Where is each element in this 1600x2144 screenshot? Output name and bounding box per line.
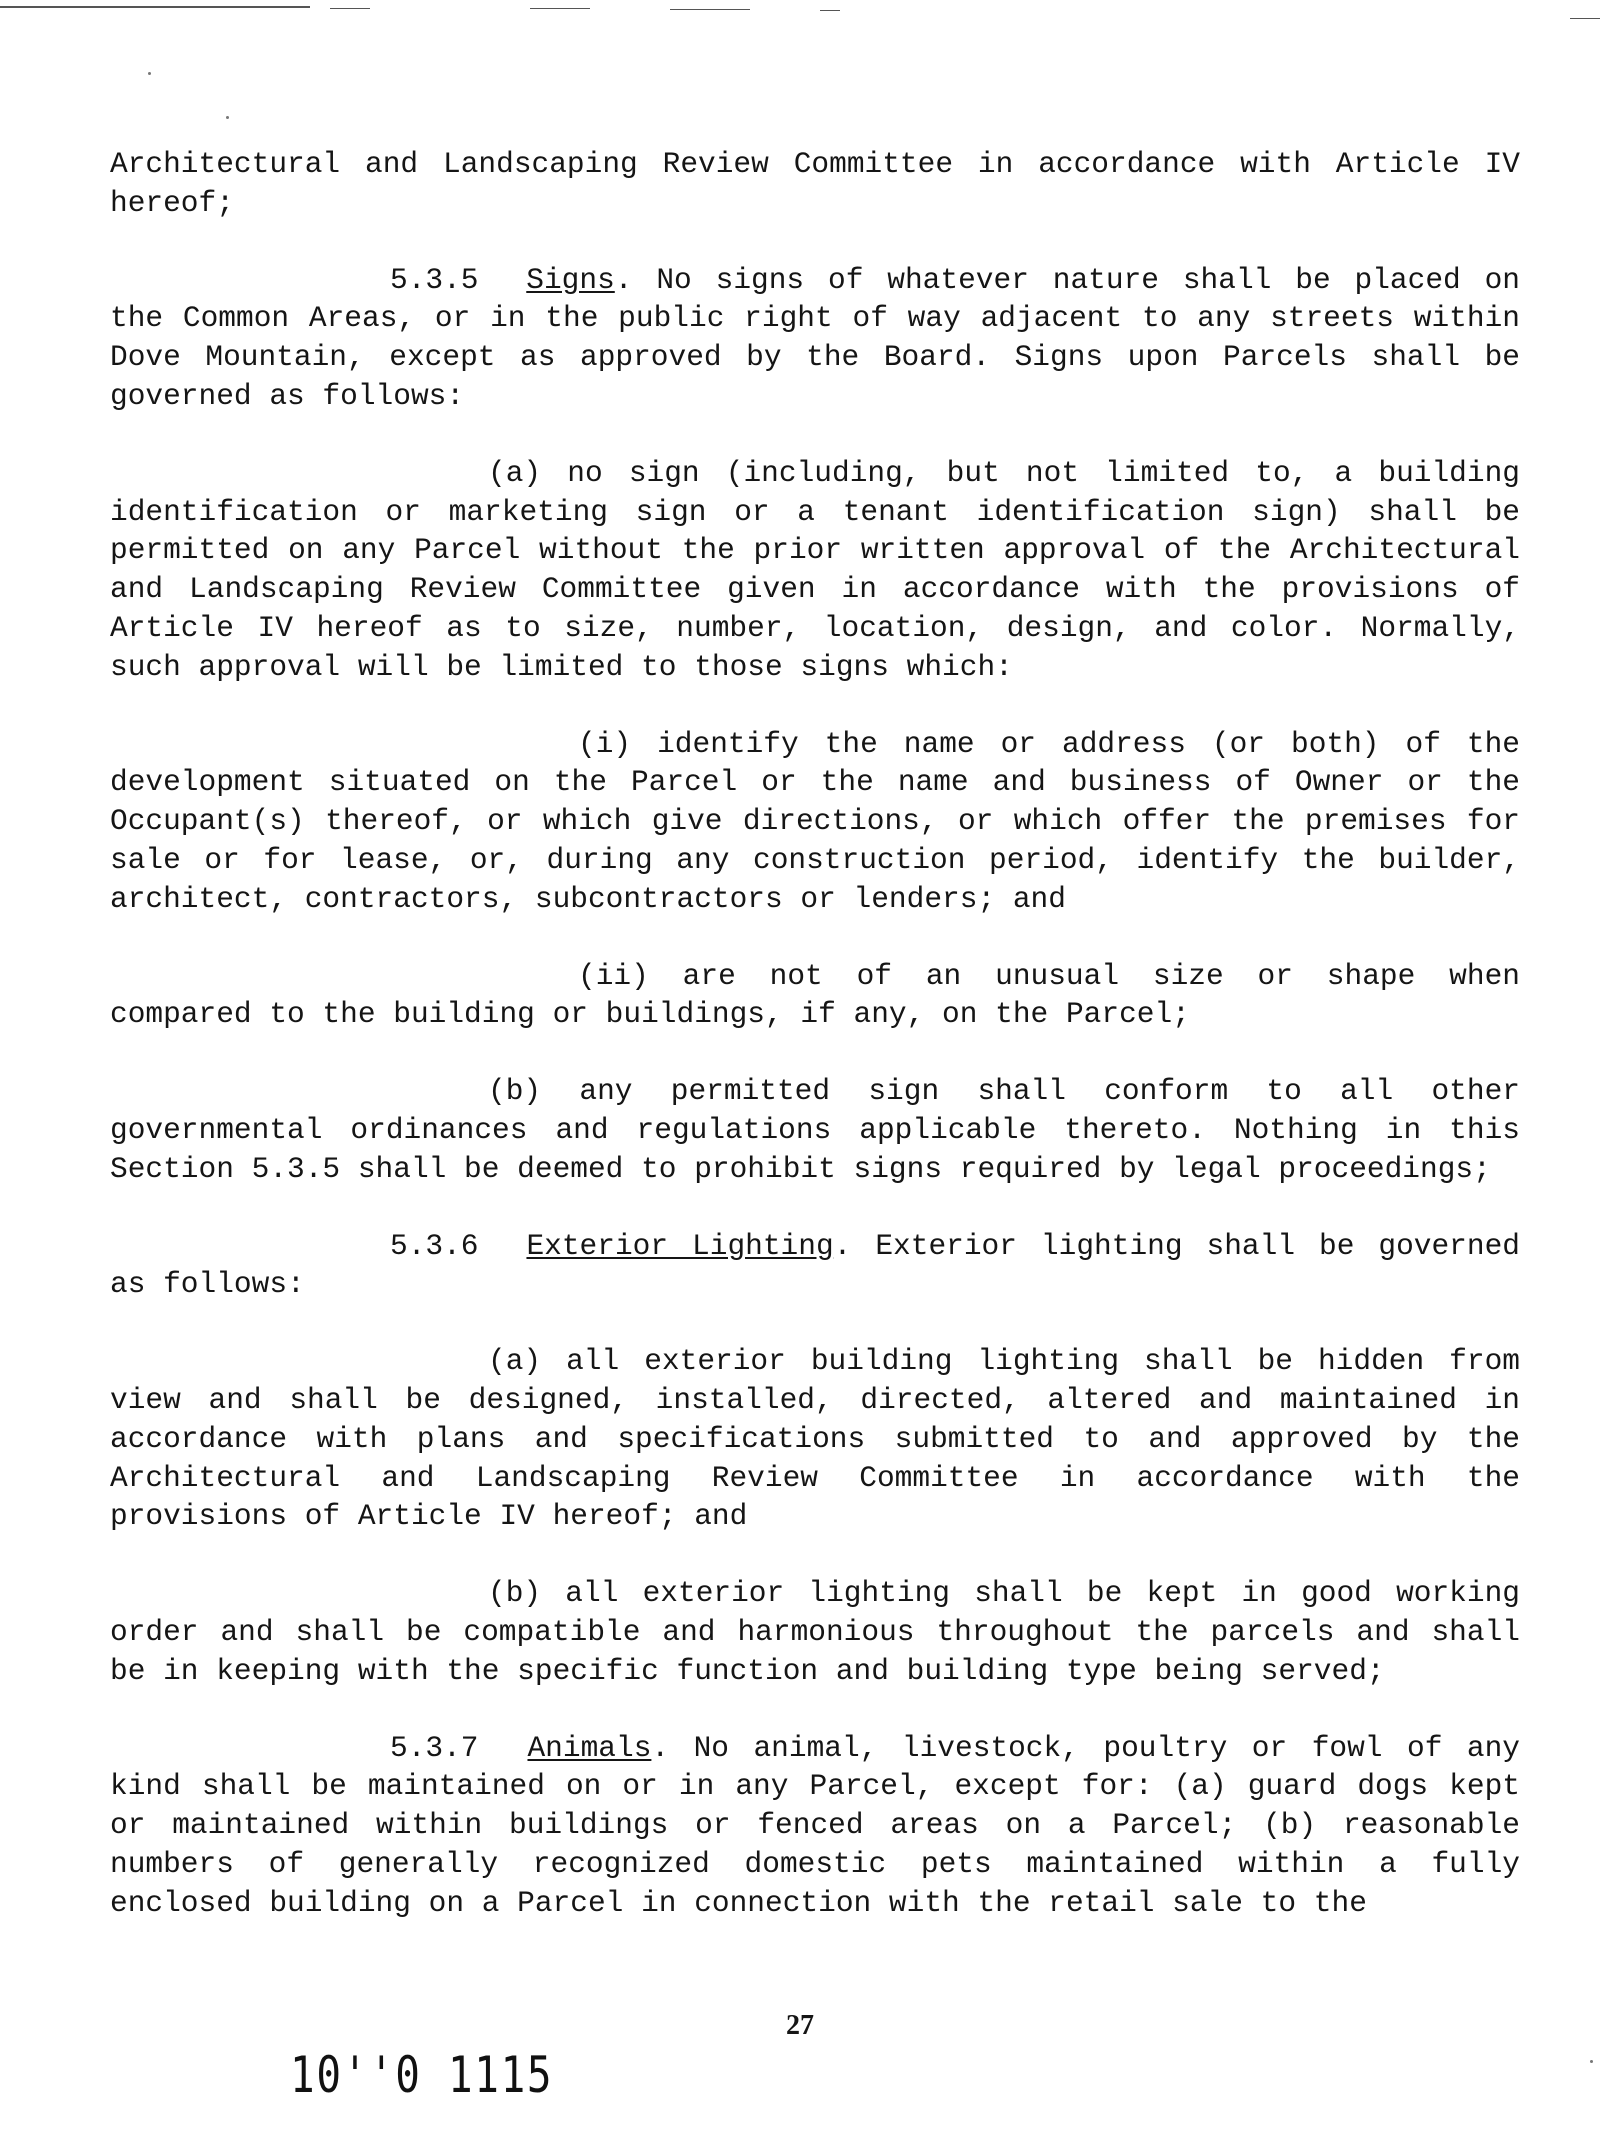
scan-artifact-line <box>1570 18 1600 19</box>
section-5-3-7 <box>110 1729 1520 1923</box>
section-5-3-5-item-ii: (ii) are not of an unusual size or shape when compared to the building or buildings, if any, on the Parcel; <box>110 958 1520 1032</box>
document-body <box>110 145 1520 1922</box>
section-heading: Animals <box>527 1730 652 1765</box>
continuation-paragraph: Architectural and Landscaping Review Committee in accordance with Article IV hereof; <box>110 147 1520 220</box>
section-text: . No animal, livestock, poultry or fowl of any kind shall be maintained on or in any Parcel, except for: (a) guard dogs kept or maintained within buildings or fenced areas on a Parcel; (b) reasonable numbers of generally recognized domestic pets maintained within a fully enclosed building on a Parcel in connection with the retail sale to the <box>110 1730 1520 1920</box>
section-5-3-5-item-a: (a) no sign (including, but not limited to, a building identification or marketing sign or a tenant identification sign) shall be permitted on any Parcel without the prior written approval of the Architectural and Landscaping Review Committee given in accordance with the provisions of Article IV hereof as to size, number, location, design, and color. Normally, such approval will be limited to those signs which: <box>110 455 1520 684</box>
scan-speck <box>226 116 229 119</box>
section-5-3-5 <box>110 261 1520 416</box>
scan-speck <box>148 72 151 75</box>
section-5-3-6 <box>110 1227 1520 1305</box>
scan-speck <box>1590 2060 1593 2063</box>
section-5-3-5-item-b: (b) any permitted sign shall conform to all other governmental ordinances and regulations applicable thereto. Nothing in this Section 5.3.5 shall be deemed to prohibit signs required by legal proceedings; <box>110 1074 1520 1186</box>
section-number: 5.3.6 <box>390 1228 479 1263</box>
scan-artifact-line <box>820 10 840 11</box>
section-5-3-6-item-a: (a) all exterior building lighting shall be hidden from view and shall be designed, installed, directed, altered and maintained in accordance with plans and specifications submitted to and approved by the Architectural and Landscaping Review Committee in accordance with the provisions of Article IV hereof; and <box>110 1344 1520 1534</box>
scan-artifact-line <box>530 8 590 9</box>
section-number: 5.3.5 <box>390 262 479 297</box>
section-5-3-6-item-b: (b) all exterior lighting shall be kept in good working order and shall be compatible and harmonious throughout the parcels and shall be in keeping with the specific function and building type being served; <box>110 1576 1520 1688</box>
section-text: . Exterior lighting shall be governed as follows: <box>110 1228 1520 1302</box>
recording-stamp: 10''0 1115 <box>290 2046 554 2104</box>
section-heading: Exterior Lighting <box>526 1228 834 1263</box>
scan-artifact-line <box>0 6 310 8</box>
section-text: . No signs of whatever nature shall be placed on the Common Areas, or in the public right of way adjacent to any streets within Dove Mountain, except as approved by the Board. Signs upon Parcels shall be governed as follows: <box>110 262 1521 413</box>
section-5-3-5-item-i: (i) identify the name or address (or both) of the development situated on the Parcel or the name and business of Owner or the Occupant(s) thereof, or which give directions, or which offer the premises for sale or for lease, or, during any construction period, identify the builder, architect, contractors, subcontractors or lenders; and <box>110 726 1520 916</box>
section-heading: Signs <box>526 262 615 297</box>
section-number: 5.3.7 <box>390 1730 479 1765</box>
scan-artifact-line <box>670 9 750 10</box>
page-number: 27 <box>786 2010 814 2041</box>
scan-artifact-line <box>330 8 370 9</box>
